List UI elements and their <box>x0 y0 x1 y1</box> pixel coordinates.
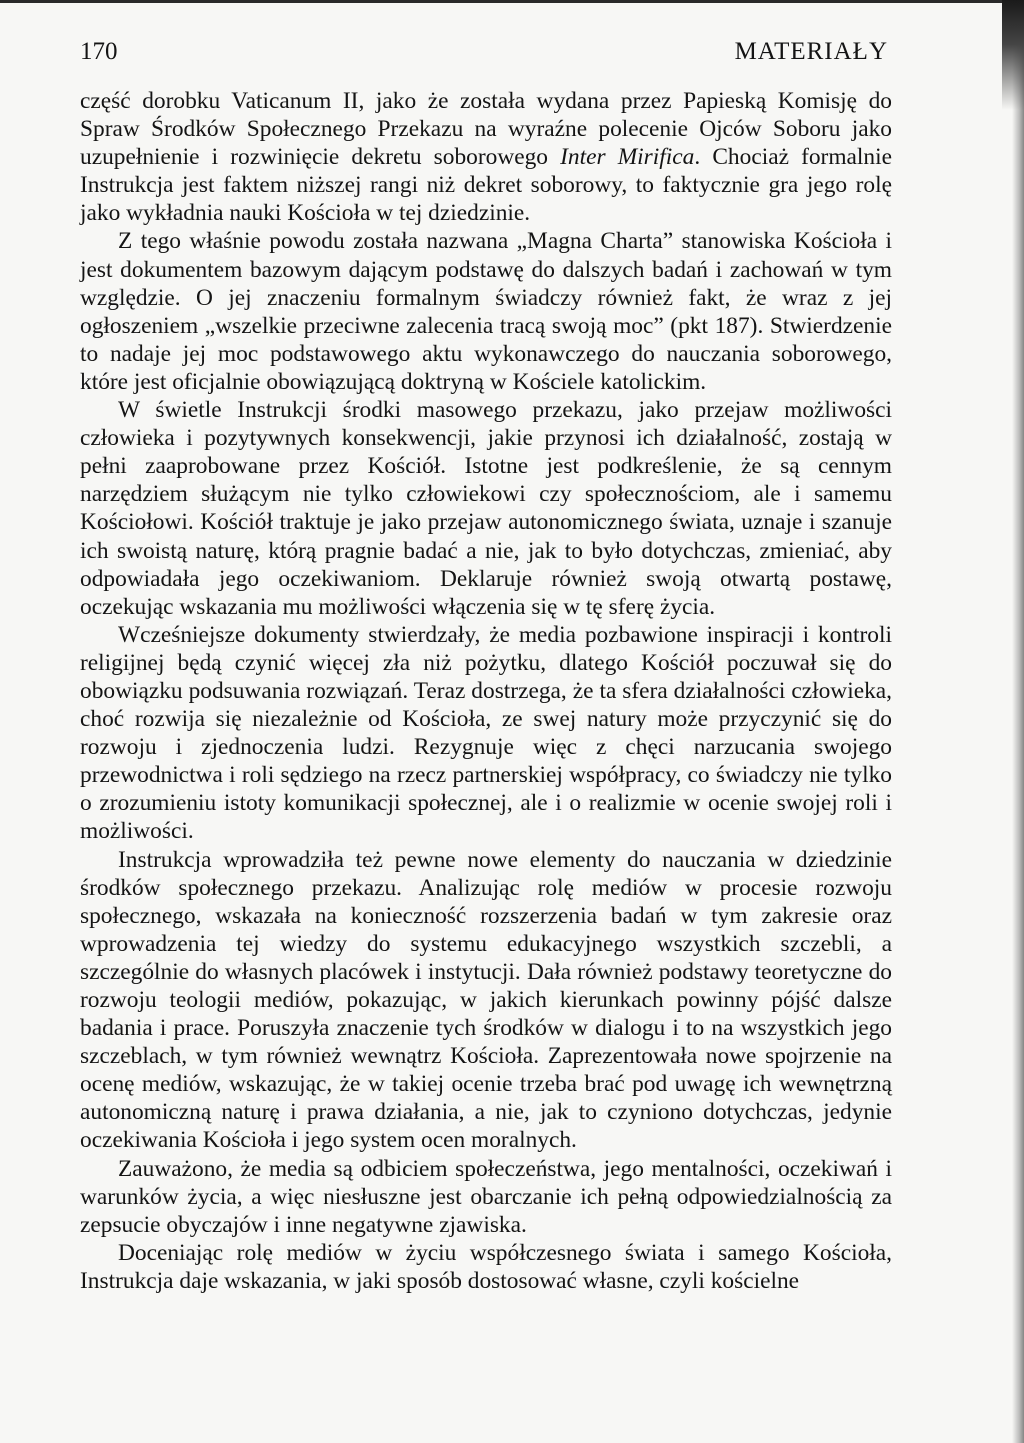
paragraph-1 <box>80 87 892 227</box>
running-title: MATERIAŁY <box>734 38 888 65</box>
paragraph-1-text-b: . Chociaż formalnie Instrukcja jest faktem niższej rangi niż dekret soborowy, to faktycznie gra jego rolę jako wykładnia nauki Kościoła w tej dziedzinie. <box>80 144 893 227</box>
scan-corner-shadow <box>1002 0 1024 110</box>
paragraph-3: W świetle Instrukcji środki masowego przekazu, jako przejaw możliwości człowieka i pozytywnych konsekwencji, jakie przynosi ich działalność, zostają w pełni zaaprobowane przez Kościół. Istotne jest podkreślenie, że są cennym narzędziem służącym nie tylko człowiekowi czy społecznościom, ale i samemu Kościołowi. Kościół traktuje je jako przejaw autonomicznego świata, uznaje i szanuje ich swoistą naturę, którą pragnie badać a nie, jak to było dotychczas, zmieniać, aby odpowiadała jego oczekiwaniom. Deklaruje również swoją otwartą postawę, oczekując wskazania mu możliwości włączenia się w tę sferę życia. <box>80 397 892 620</box>
page-body <box>80 87 892 1295</box>
document-title-italic: Inter Mirifica <box>560 144 695 171</box>
scan-top-edge <box>0 0 1024 3</box>
paragraph-6: Zauważono, że media są odbiciem społeczeństwa, jego mentalności, oczekiwań i warunków życia, a więc niesłuszne jest obarczanie ich pełną odpowiedzialnością za zepsucie obyczajów i inne negatywne zjawiska. <box>80 1155 892 1238</box>
paragraph-7: Doceniając rolę mediów w życiu współczesnego świata i samego Kościoła, Instrukcja daje wskazania, w jaki sposób dostosować własne, czyli kościelne <box>80 1239 892 1294</box>
paragraph-4: Wcześniejsze dokumenty stwierdzały, że media pozbawione inspiracji i kontroli religijnej będą czynić więcej zła niż pożytku, dlatego Kościół poczuwał się do obowiązku podsuwania rozwiązań. Teraz dostrzega, że ta sfera działalności człowieka, choć rozwija się niezależnie od Kościoła, ze swej natury może przyczynić się do rozwoju i zjednoczenia ludzi. Rezygnuje więc z chęci narzucania swojego przewodnictwa i roli sędziego na rzecz partnerskiej współpracy, co świadczy nie tylko o zrozumieniu istoty komunikacji społecznej, ale i o realizmie w ocenie swojej roli i możliwości. <box>80 621 892 845</box>
paragraph-1-text-a: część dorobku Vaticanum II, jako że została wydana przez Papieską Komisję do Spraw Środków Społecznego Przekazu na wyraźne polecenie Ojców Soboru jako uzupełnienie i rozwinięcie dekretu soborowego <box>80 88 892 171</box>
paragraph-2: Z tego właśnie powodu została nazwana „Magna Charta” stanowiska Kościoła i jest dokumentem bazowym dającym podstawę do dalszych badań i zachowań w tym względzie. O jej znaczeniu formalnym świadczy również fakt, że wraz z jej ogłoszeniem „wszelkie przeciwne zalecenia tracą swoją moc” (pkt 187). Stwierdzenie to nadaje jej moc podstawowego aktu wykonawczego do nauczania soborowego, które jest oficjalnie obowiązującą doktryną w Kościele katolickim. <box>80 228 892 395</box>
scan-right-edge <box>1012 0 1024 1443</box>
page-number: 170 <box>80 38 118 65</box>
paragraph-5: Instrukcja wprowadziła też pewne nowe elementy do nauczania w dziedzinie środków społecznego przekazu. Analizując rolę mediów w procesie rozwoju społecznego, wskazała na konieczność rozszerzenia badań w tym zakresie oraz wprowadzenia tej wiedzy do systemu edukacyjnego wszystkich szczebli, a szczególnie do własnych placówek i instytucji. Dała również podstawy teoretyczne do rozwoju teologii mediów, pokazując, w jakich kierunkach powinny pójść dalsze badania i prace. Poruszyła znaczenie tych środków w dialogu i to na wszystkich jego szczeblach, w tym również wewnątrz Kościoła. Zaprezentowała nowe spojrzenie na ocenę mediów, wskazując, że w takiej ocenie trzeba brać pod uwagę ich wewnętrzną autonomiczną naturę i prawa działania, a nie, jak to czyniono dotychczas, jedynie oczekiwania Kościoła i jego system ocen moralnych. <box>80 846 892 1154</box>
page-header <box>80 38 888 78</box>
